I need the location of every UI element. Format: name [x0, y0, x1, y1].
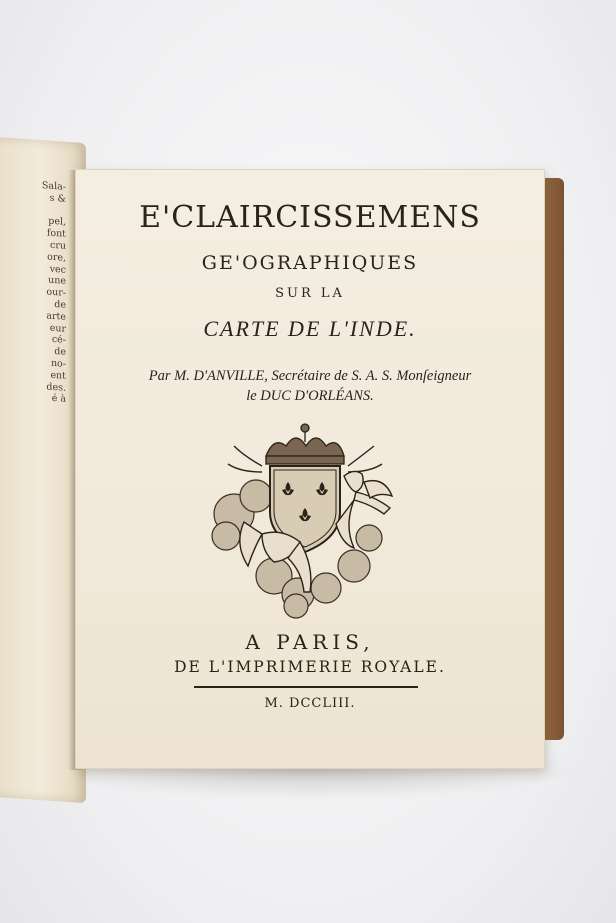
left-page-line: eur [49, 322, 66, 335]
author-line-2: le DUC D'ORLÉANS. [246, 388, 374, 404]
title-connector: SUR LA [275, 286, 345, 301]
left-page-line: cru [50, 239, 66, 252]
royal-arms-vignette [204, 416, 404, 626]
left-page-line: une [48, 274, 66, 288]
left-page-line: cé- [51, 334, 66, 347]
map-title: CARTE DE L'INDE. [203, 316, 417, 341]
left-page-line: vec [49, 263, 66, 276]
imprint-year: M. DCCLIII. [264, 696, 356, 711]
left-page-line: font [46, 227, 66, 241]
left-page-line: our- [46, 286, 66, 299]
left-page-line: des. [46, 380, 66, 394]
left-page-line: no- [50, 357, 66, 370]
left-page-line: ore, [47, 251, 66, 264]
left-page-line: pel, [48, 215, 66, 229]
left-page-line: de [54, 298, 66, 311]
imprint-place: A PARIS, [245, 630, 375, 654]
left-page-line: é à [51, 393, 66, 406]
left-page-line: ent [50, 369, 66, 382]
imprint-printer: DE L'IMPRIMERIE ROYALE. [174, 658, 446, 676]
author-line-1: Par M. D'ANVILLE, Secrétaire de S. A. S. Monſeigneur [148, 368, 472, 384]
book-subtitle: GE'OGRAPHIQUES [201, 252, 419, 274]
imprint-rule [194, 686, 418, 688]
title-page [76, 170, 544, 768]
left-page-line: Sala- [41, 180, 66, 193]
book-title: E'CLAIRCISSEMENS [139, 200, 481, 235]
left-page-line: de [54, 346, 66, 358]
left-page-line: arte [46, 310, 66, 323]
left-page-line: s & [49, 192, 66, 205]
